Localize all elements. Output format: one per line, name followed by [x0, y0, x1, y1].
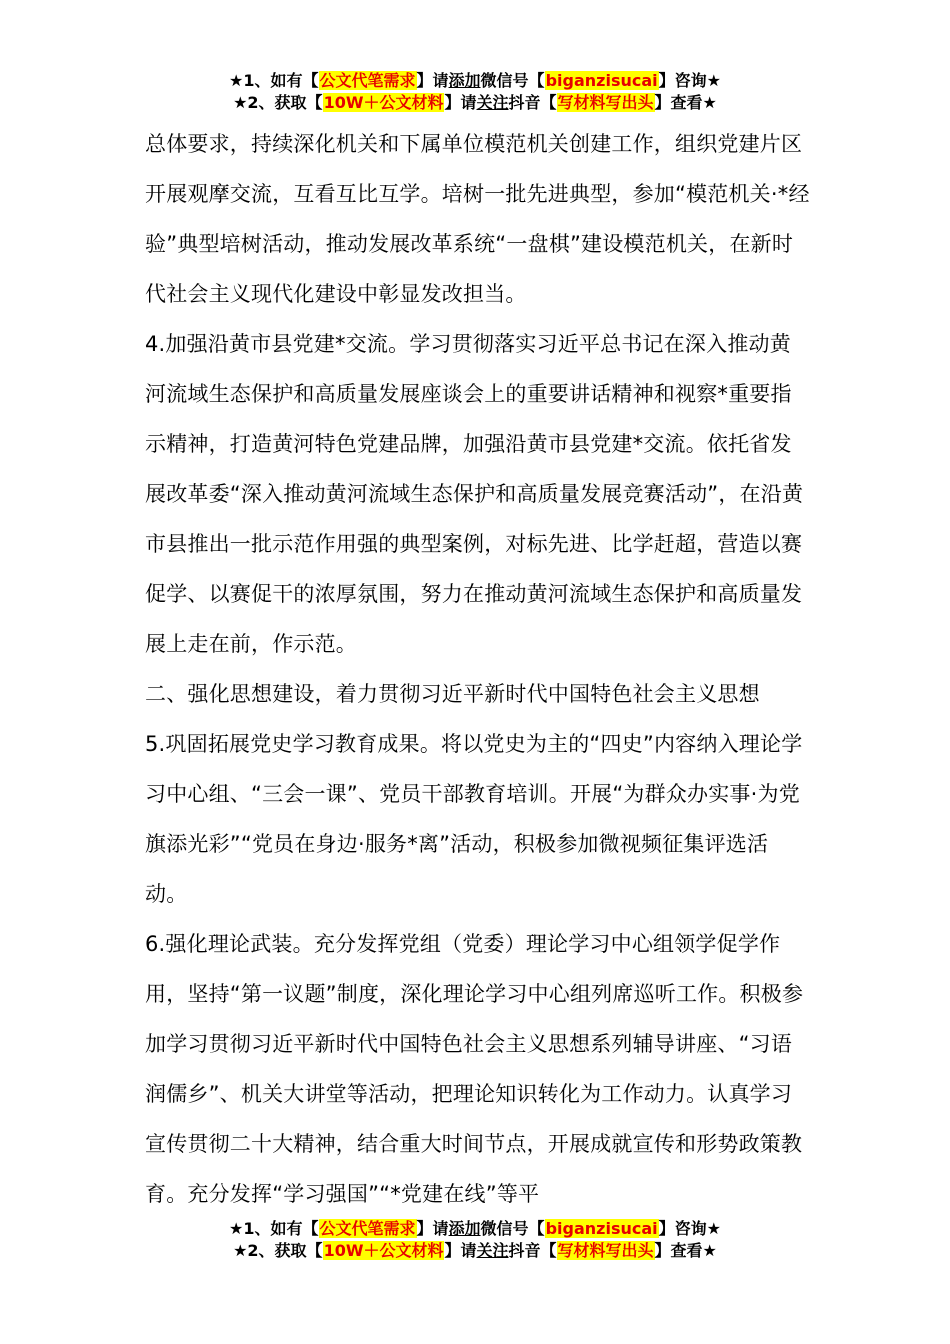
- banner-text: ★2、获取【: [233, 93, 323, 112]
- douyin-id-highlight: 写材料写出头: [557, 93, 654, 112]
- banner-line-2: [0, 92, 950, 114]
- paragraph: 5.巩固拓展党史学习教育成果。将以党史为主的“四史”内容纳入理论学习中心组、“三会一课”、党员干部教育培训。开展“为群众办实事·为党旗添光彩”“党员在身边·服务*离”活动，积极参加微视频征集评选活动。: [145, 732, 803, 906]
- wechat-id-highlight: biganzisucai: [545, 1219, 658, 1238]
- emphasis-text: 关注: [476, 1241, 509, 1260]
- banner-text: 】请: [416, 1219, 449, 1238]
- banner-line-1: [0, 1218, 950, 1240]
- banner-text: 微信号【: [480, 1219, 545, 1238]
- header-banner: [0, 70, 950, 114]
- banner-text: 】查看★: [654, 1241, 717, 1260]
- banner-text: 】咨询★: [658, 71, 721, 90]
- paragraph: 4.加强沿黄市县党建*交流。学习贯彻落实习近平总书记在深入推动黄河流域生态保护和高质量发展座谈会上的重要讲话精神和视察*重要指示精神，打造黄河特色党建品牌，加强沿黄市县党建*交流。依托省发展改革委“深入推动黄河流域生态保护和高质量发展竞赛活动”，在沿黄市县推出一批示范作用强的典型案例，对标先进、比学赶超，营造以赛促学、以赛促干的浓厚氛围，努力在推动黄河流域生态保护和高质量发展上走在前，作示范。: [145, 332, 804, 656]
- paragraph: 总体要求，持续深化机关和下属单位模范机关创建工作，组织党建片区开展观摩交流，互看互比互学。培树一批先进典型，参加“模范机关·*经验”典型培树活动，推动发展改革系统“一盘棋”建设模范机关，在新时代社会主义现代化建设中彰显发改担当。: [145, 132, 810, 306]
- paragraph: 6.强化理论武装。充分发挥党组（党委）理论学习中心组领学促学作用，坚持“第一议题”制度，深化理论学习中心组列席巡听工作。积极参加学习贯彻习近平新时代中国特色社会主义思想系列辅导讲座、“习语润儒乡”、机关大讲堂等活动，把理论知识转化为工作动力。认真学习宣传贯彻二十大精神，结合重大时间节点，开展成就宣传和形势政策教育。充分发挥“学习强国”“*党建在线”等平: [145, 932, 804, 1206]
- section-heading: 二、强化思想建设，着力贯彻习近平新时代中国特色社会主义思想: [145, 682, 760, 706]
- document-body: [145, 119, 810, 1219]
- banner-line-2: [0, 1240, 950, 1262]
- banner-text: 抖音【: [508, 93, 557, 112]
- highlight-tag: 公文代笔需求: [319, 71, 416, 90]
- footer-banner: [0, 1218, 950, 1262]
- douyin-id-highlight: 写材料写出头: [557, 1241, 654, 1260]
- highlight-tag: 10W＋公文材料: [323, 93, 444, 112]
- emphasis-text: 添加: [448, 71, 481, 90]
- emphasis-text: 关注: [476, 93, 509, 112]
- banner-text: 】查看★: [654, 93, 717, 112]
- highlight-tag: 公文代笔需求: [319, 1219, 416, 1238]
- wechat-id-highlight: biganzisucai: [545, 71, 658, 90]
- banner-text: ★1、如有【: [229, 71, 319, 90]
- banner-line-1: [0, 70, 950, 92]
- banner-text: 】咨询★: [658, 1219, 721, 1238]
- emphasis-text: 添加: [448, 1219, 481, 1238]
- highlight-tag: 10W＋公文材料: [323, 1241, 444, 1260]
- banner-text: ★1、如有【: [229, 1219, 319, 1238]
- banner-text: 】请: [444, 1241, 477, 1260]
- banner-text: 】请: [444, 93, 477, 112]
- banner-text: 】请: [416, 71, 449, 90]
- banner-text: ★2、获取【: [233, 1241, 323, 1260]
- banner-text: 微信号【: [480, 71, 545, 90]
- banner-text: 抖音【: [508, 1241, 557, 1260]
